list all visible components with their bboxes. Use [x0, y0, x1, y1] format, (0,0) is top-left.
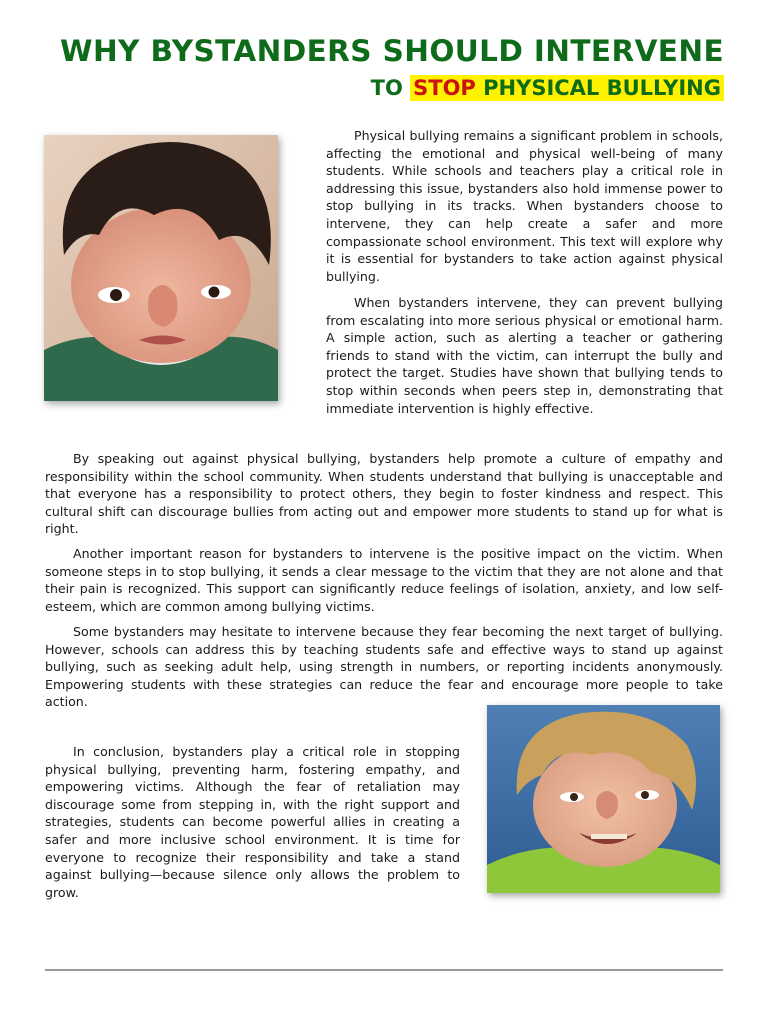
subtitle-stop-word: STOP — [413, 76, 476, 100]
page-subtitle — [40, 76, 724, 100]
page-title: WHY BYSTANDERS SHOULD INTERVENE — [60, 34, 724, 68]
paragraph-1: Physical bullying remains a significant problem in schools, affecting the emotional and physical well-being of many students. While schools and teachers play a critical role in addressing this issue, bystanders also hold immense power to stop bullying in its tracks. When bystanders choose to intervene, they can help create a safer and more compassionate school environment. This text will explore why it is essential for bystanders to take action against physical bullying. — [326, 128, 723, 284]
subtitle-rest: PHYSICAL BULLYING — [483, 76, 721, 100]
paragraph-5: Some bystanders may hesitate to intervene because they fear becoming the next target of bullying. However, schools can address this by teaching students safe and effective ways to stand up against bullying, such as seeking adult help, using strength in numbers, or reporting incidents anonymously. Empowering students with these strategies can reduce the fear and encourage more people to take action. — [45, 624, 723, 710]
footer-divider — [45, 969, 723, 971]
child-photo-top — [44, 135, 278, 401]
child-photo-bottom — [487, 705, 720, 893]
paragraph-3: By speaking out against physical bullying, bystanders help promote a culture of empathy and responsibility within the school community. When students understand that bullying is unacceptable and that everyone has a responsibility to protect others, they begin to foster kindness and respect. This cultural shift can discourage bullies from acting out and empower more students to stand up for what is right. — [45, 451, 723, 537]
subtitle-prefix: TO — [370, 76, 403, 100]
paragraph-4: Another important reason for bystanders to intervene is the positive impact on the victim. When someone steps in to stop bullying, it sends a clear message to the victim that they are not alone and that their pain is recognized. This support can significantly reduce feelings of isolation, anxiety, and low self-esteem, which are common among bullying victims. — [45, 546, 723, 614]
paragraph-6: In conclusion, bystanders play a critical role in stopping physical bullying, preventing harm, fostering empathy, and empowering victims. Although the fear of retaliation may discourage some from stepping in, with the right support and strategies, students can become powerful allies in creating a safer and more inclusive school environment. It is time for everyone to recognize their responsibility and take a stand against bullying—because silence only allows the problem to grow. — [45, 744, 460, 900]
subtitle-highlight — [410, 75, 724, 101]
paragraph-2: When bystanders intervene, they can prevent bullying from escalating into more serious physical or emotional harm. A simple action, such as alerting a teacher or gathering friends to stand with the victim, can interrupt the bully and protect the target. Studies have shown that bullying tends to stop within seconds when peers step in, demonstrating that immediate intervention is highly effective. — [326, 295, 723, 416]
